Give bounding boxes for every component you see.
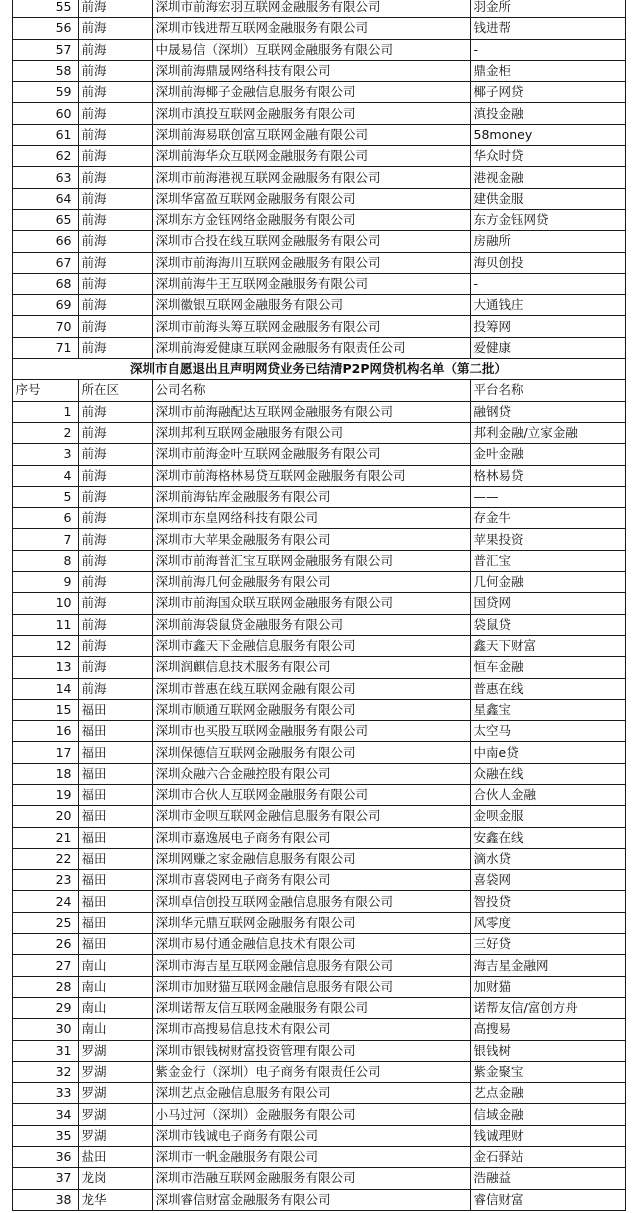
row-company-name: 深圳众融六合金融控股有限公司: [152, 763, 470, 784]
row-company-name: 深圳前海爱健康互联网金融服务有限责任公司: [152, 337, 470, 358]
table-row: [0, 1019, 640, 1040]
row-serial-number: 61: [12, 124, 78, 145]
row-district: 福田: [78, 721, 152, 742]
row-serial-number: 26: [12, 934, 78, 955]
row-platform-name: 房融所: [470, 231, 625, 252]
row-serial-number: 32: [12, 1061, 78, 1082]
row-serial-number: 9: [12, 572, 78, 593]
row-serial-number: 12: [12, 635, 78, 656]
row-serial-number: 21: [12, 827, 78, 848]
row-serial-number: 4: [12, 465, 78, 486]
row-company-name: 深圳市金呗互联网金融信息服务有限公司: [152, 806, 470, 827]
row-company-name: 深圳网赚之家金融信息服务有限公司: [152, 848, 470, 869]
table-row: [0, 934, 640, 955]
table-row: [0, 635, 640, 656]
row-platform-name: 格林易贷: [470, 465, 625, 486]
row-district: 前海: [78, 635, 152, 656]
row-platform-name: 信域金融: [470, 1104, 625, 1125]
row-district: 福田: [78, 848, 152, 869]
row-serial-number: 36: [12, 1147, 78, 1168]
row-company-name: 深圳市前海国众联互联网金融服务有限公司: [152, 593, 470, 614]
row-platform-name: 港视金融: [470, 167, 625, 188]
row-serial-number: 27: [12, 955, 78, 976]
row-serial-number: 35: [12, 1125, 78, 1146]
row-serial-number: 28: [12, 976, 78, 997]
row-company-name: 深圳市合伙人互联网金融服务有限公司: [152, 784, 470, 805]
table-row: [0, 699, 640, 720]
row-company-name: 深圳华富盈互联网金融服务有限公司: [152, 188, 470, 209]
row-serial-number: 1: [12, 401, 78, 422]
section-title-row: [0, 359, 640, 380]
row-district: 福田: [78, 699, 152, 720]
row-district: 前海: [78, 124, 152, 145]
row-district: 前海: [78, 295, 152, 316]
table-row: [0, 806, 640, 827]
table-row: [0, 997, 640, 1018]
second-list-heading: [0, 359, 640, 402]
row-serial-number: 63: [12, 167, 78, 188]
row-platform-name: 东方金钰网贷: [470, 209, 625, 230]
row-district: 前海: [78, 252, 152, 273]
row-platform-name: 苹果投资: [470, 529, 625, 550]
table-row: [0, 572, 640, 593]
row-platform-name: 建供金服: [470, 188, 625, 209]
table-row: [0, 912, 640, 933]
row-company-name: 深圳前海华众互联网金融服务有限公司: [152, 146, 470, 167]
row-company-name: 深圳前海易联创富互联网金融有限公司: [152, 124, 470, 145]
table-row: [0, 18, 640, 39]
row-district: 前海: [78, 146, 152, 167]
row-serial-number: 22: [12, 848, 78, 869]
table-row: [0, 1125, 640, 1146]
row-district: 龙岗: [78, 1168, 152, 1189]
table-row: [0, 231, 640, 252]
row-company-name: 深圳前海牛王互联网金融服务有限公司: [152, 273, 470, 294]
row-platform-name: 众融在线: [470, 763, 625, 784]
row-serial-number: 65: [12, 209, 78, 230]
table-row: [0, 465, 640, 486]
table-row: [0, 848, 640, 869]
row-district: 前海: [78, 444, 152, 465]
row-company-name: 深圳润麒信息技术服务有限公司: [152, 657, 470, 678]
row-platform-name: 普汇宝: [470, 550, 625, 571]
header-company-name: 公司名称: [152, 380, 470, 401]
row-company-name: 深圳市嘉逸展电子商务有限公司: [152, 827, 470, 848]
row-district: 福田: [78, 742, 152, 763]
table-row: [0, 103, 640, 124]
row-platform-name: 喜袋网: [470, 870, 625, 891]
table-row: [0, 316, 640, 337]
row-serial-number: 71: [12, 337, 78, 358]
row-district: 福田: [78, 934, 152, 955]
table-row: [0, 678, 640, 699]
row-district: 前海: [78, 82, 152, 103]
table-row: [0, 1147, 640, 1168]
table-row: [0, 60, 640, 81]
row-serial-number: 5: [12, 486, 78, 507]
row-platform-name: 几何金融: [470, 572, 625, 593]
row-platform-name: 椰子网贷: [470, 82, 625, 103]
table-row: [0, 1083, 640, 1104]
row-platform-name: 金石驿站: [470, 1147, 625, 1168]
row-district: 前海: [78, 60, 152, 81]
header-serial-number: 序号: [12, 380, 78, 401]
row-serial-number: 7: [12, 529, 78, 550]
row-serial-number: 31: [12, 1040, 78, 1061]
row-company-name: 深圳前海椰子金融信息服务有限公司: [152, 82, 470, 103]
row-serial-number: 55: [12, 0, 78, 18]
row-company-name: 深圳市钱诚电子商务有限公司: [152, 1125, 470, 1146]
row-serial-number: 69: [12, 295, 78, 316]
table-row: [0, 273, 640, 294]
row-district: 前海: [78, 316, 152, 337]
row-district: 前海: [78, 167, 152, 188]
row-company-name: 深圳睿信财富金融服务有限公司: [152, 1189, 470, 1210]
row-platform-name: 国贷网: [470, 593, 625, 614]
row-company-name: 深圳市也买股互联网金融服务有限公司: [152, 721, 470, 742]
row-company-name: 深圳市高搜易信息技术有限公司: [152, 1019, 470, 1040]
column-header-row: [0, 380, 640, 401]
row-serial-number: 57: [12, 39, 78, 60]
table-row: [0, 295, 640, 316]
table-row: [0, 827, 640, 848]
table-row: [0, 784, 640, 805]
table-row: [0, 657, 640, 678]
row-platform-name: 普惠在线: [470, 678, 625, 699]
row-serial-number: 10: [12, 593, 78, 614]
row-company-name: 深圳市顺通互联网金融服务有限公司: [152, 699, 470, 720]
row-platform-name: 爱健康: [470, 337, 625, 358]
table-row: [0, 870, 640, 891]
table-row: [0, 742, 640, 763]
row-company-name: 深圳市海吉星互联网金融信息服务有限公司: [152, 955, 470, 976]
row-serial-number: 2: [12, 422, 78, 443]
row-serial-number: 23: [12, 870, 78, 891]
row-serial-number: 58: [12, 60, 78, 81]
row-platform-name: 太空马: [470, 721, 625, 742]
second-list-body: [0, 401, 640, 1210]
row-platform-name: 鼎金柜: [470, 60, 625, 81]
row-district: 前海: [78, 39, 152, 60]
row-district: 前海: [78, 486, 152, 507]
row-serial-number: 62: [12, 146, 78, 167]
row-district: 罗湖: [78, 1061, 152, 1082]
row-company-name: 深圳市东皇网络科技有限公司: [152, 508, 470, 529]
table-row: [0, 508, 640, 529]
row-company-name: 深圳市普惠在线互联网金融有限公司: [152, 678, 470, 699]
row-district: 前海: [78, 209, 152, 230]
row-company-name: 中晟易信（深圳）互联网金融服务有限公司: [152, 39, 470, 60]
row-company-name: 深圳东方金钰网络金融服务有限公司: [152, 209, 470, 230]
row-district: 福田: [78, 827, 152, 848]
row-platform-name: 星鑫宝: [470, 699, 625, 720]
row-platform-name: 邦利金融/立家金融: [470, 422, 625, 443]
table-row: [0, 209, 640, 230]
row-platform-name: 投筹网: [470, 316, 625, 337]
row-platform-name: 浩融益: [470, 1168, 625, 1189]
row-district: 福田: [78, 763, 152, 784]
row-serial-number: 3: [12, 444, 78, 465]
row-district: 罗湖: [78, 1040, 152, 1061]
row-platform-name: 艺点金融: [470, 1083, 625, 1104]
row-platform-name: 滇投金融: [470, 103, 625, 124]
row-serial-number: 64: [12, 188, 78, 209]
table-row: [0, 444, 640, 465]
row-platform-name: 风零度: [470, 912, 625, 933]
row-district: 前海: [78, 188, 152, 209]
row-district: 福田: [78, 784, 152, 805]
row-serial-number: 56: [12, 18, 78, 39]
row-company-name: 深圳前海鼎晟网络科技有限公司: [152, 60, 470, 81]
row-serial-number: 37: [12, 1168, 78, 1189]
table-row: [0, 721, 640, 742]
row-district: 南山: [78, 1019, 152, 1040]
row-district: 盐田: [78, 1147, 152, 1168]
row-company-name: 深圳诺帮友信互联网金融服务有限公司: [152, 997, 470, 1018]
row-district: 南山: [78, 955, 152, 976]
row-company-name: 深圳市易付通金融信息技术有限公司: [152, 934, 470, 955]
table-row: [0, 593, 640, 614]
row-company-name: 深圳市鑫天下金融信息服务有限公司: [152, 635, 470, 656]
table-row: [0, 955, 640, 976]
table-row: [0, 401, 640, 422]
table-row: [0, 422, 640, 443]
row-platform-name: 加财猫: [470, 976, 625, 997]
row-company-name: 深圳市滇投互联网金融服务有限公司: [152, 103, 470, 124]
section-title: 深圳市自愿退出且声明网贷业务已结清P2P网贷机构名单（第二批）: [12, 359, 625, 380]
table-row: [0, 1061, 640, 1082]
row-serial-number: 30: [12, 1019, 78, 1040]
table-row: [0, 763, 640, 784]
row-serial-number: 17: [12, 742, 78, 763]
table-row: [0, 0, 640, 18]
row-district: 前海: [78, 337, 152, 358]
row-district: 前海: [78, 103, 152, 124]
row-platform-name: 滴水贷: [470, 848, 625, 869]
row-platform-name: 恒车金融: [470, 657, 625, 678]
table-row: [0, 614, 640, 635]
table-row: [0, 1104, 640, 1125]
row-platform-name: 融钢贷: [470, 401, 625, 422]
row-company-name: 深圳卓信创投互联网金融信息服务有限公司: [152, 891, 470, 912]
row-district: 福田: [78, 806, 152, 827]
row-platform-name: 鑫天下财富: [470, 635, 625, 656]
row-district: 罗湖: [78, 1104, 152, 1125]
row-serial-number: 34: [12, 1104, 78, 1125]
row-district: 福田: [78, 870, 152, 891]
row-platform-name: 三好贷: [470, 934, 625, 955]
row-serial-number: 38: [12, 1189, 78, 1210]
row-company-name: 深圳市合投在线互联网金融服务有限公司: [152, 231, 470, 252]
row-platform-name: -: [470, 39, 625, 60]
row-platform-name: 钱诚理财: [470, 1125, 625, 1146]
row-platform-name: 海吉星金融网: [470, 955, 625, 976]
row-district: 前海: [78, 657, 152, 678]
table-row: [0, 124, 640, 145]
row-district: 前海: [78, 231, 152, 252]
row-serial-number: 68: [12, 273, 78, 294]
row-platform-name: 智投贷: [470, 891, 625, 912]
row-company-name: 紫金金行（深圳）电子商务有限责任公司: [152, 1061, 470, 1082]
row-serial-number: 14: [12, 678, 78, 699]
header-district: 所在区: [78, 380, 152, 401]
row-serial-number: 24: [12, 891, 78, 912]
row-district: 前海: [78, 18, 152, 39]
row-district: 南山: [78, 997, 152, 1018]
row-platform-name: ——: [470, 486, 625, 507]
row-platform-name: 紫金聚宝: [470, 1061, 625, 1082]
row-district: 前海: [78, 572, 152, 593]
row-platform-name: 中南e贷: [470, 742, 625, 763]
row-company-name: 深圳市加财猫互联网金融信息服务有限公司: [152, 976, 470, 997]
table-row: [0, 82, 640, 103]
table-row: [0, 1168, 640, 1189]
row-company-name: 深圳市大苹果金融服务有限公司: [152, 529, 470, 550]
row-serial-number: 6: [12, 508, 78, 529]
row-company-name: 深圳市浩融互联网金融服务有限公司: [152, 1168, 470, 1189]
row-district: 前海: [78, 0, 152, 18]
row-company-name: 深圳艺点金融信息服务有限公司: [152, 1083, 470, 1104]
row-serial-number: 29: [12, 997, 78, 1018]
row-company-name: 深圳徽银互联网金融服务有限公司: [152, 295, 470, 316]
row-district: 前海: [78, 593, 152, 614]
row-district: 前海: [78, 529, 152, 550]
row-platform-name: 存金牛: [470, 508, 625, 529]
row-company-name: 深圳市前海格林易贷互联网金融服务有限公司: [152, 465, 470, 486]
row-serial-number: 19: [12, 784, 78, 805]
row-district: 前海: [78, 550, 152, 571]
row-district: 前海: [78, 422, 152, 443]
row-company-name: 深圳市前海普汇宝互联网金融服务有限公司: [152, 550, 470, 571]
row-company-name: 深圳保德信互联网金融服务有限公司: [152, 742, 470, 763]
row-company-name: 深圳前海钻库金融服务有限公司: [152, 486, 470, 507]
row-serial-number: 70: [12, 316, 78, 337]
row-platform-name: 羽金所: [470, 0, 625, 18]
row-serial-number: 25: [12, 912, 78, 933]
row-district: 前海: [78, 465, 152, 486]
table-row: [0, 167, 640, 188]
row-company-name: 深圳市一帆金融服务有限公司: [152, 1147, 470, 1168]
row-district: 前海: [78, 508, 152, 529]
row-company-name: 深圳前海袋鼠贷金融服务有限公司: [152, 614, 470, 635]
row-district: 福田: [78, 891, 152, 912]
row-company-name: 深圳邦利互联网金融服务有限公司: [152, 422, 470, 443]
row-platform-name: 大通钱庄: [470, 295, 625, 316]
row-serial-number: 20: [12, 806, 78, 827]
row-district: 福田: [78, 912, 152, 933]
row-platform-name: -: [470, 273, 625, 294]
row-company-name: 深圳市喜袋网电子商务有限公司: [152, 870, 470, 891]
row-company-name: 深圳市前海头筹互联网金融服务有限公司: [152, 316, 470, 337]
row-platform-name: 钱进帮: [470, 18, 625, 39]
table-row: [0, 337, 640, 358]
row-district: 前海: [78, 273, 152, 294]
row-company-name: 小马过河（深圳）金融服务有限公司: [152, 1104, 470, 1125]
row-serial-number: 60: [12, 103, 78, 124]
header-platform-name: 平台名称: [470, 380, 625, 401]
row-serial-number: 59: [12, 82, 78, 103]
row-company-name: 深圳前海几何金融服务有限公司: [152, 572, 470, 593]
row-company-name: 深圳市前海港视互联网金融服务有限公司: [152, 167, 470, 188]
row-platform-name: 高搜易: [470, 1019, 625, 1040]
row-serial-number: 67: [12, 252, 78, 273]
row-company-name: 深圳华元鼎互联网金融服务有限公司: [152, 912, 470, 933]
row-platform-name: 海贝创投: [470, 252, 625, 273]
row-platform-name: 袋鼠贷: [470, 614, 625, 635]
first-list-body: [0, 0, 640, 359]
row-district: 前海: [78, 678, 152, 699]
row-company-name: 深圳市钱进帮互联网金融服务有限公司: [152, 18, 470, 39]
row-serial-number: 33: [12, 1083, 78, 1104]
row-district: 罗湖: [78, 1125, 152, 1146]
row-platform-name: 银钱树: [470, 1040, 625, 1061]
row-platform-name: 金呗金服: [470, 806, 625, 827]
row-platform-name: 睿信财富: [470, 1189, 625, 1210]
row-serial-number: 66: [12, 231, 78, 252]
row-platform-name: 诺帮友信/富创方舟: [470, 997, 625, 1018]
table-row: [0, 486, 640, 507]
table-row: [0, 252, 640, 273]
row-company-name: 深圳市前海融配达互联网金融服务有限公司: [152, 401, 470, 422]
table-row: [0, 976, 640, 997]
row-district: 前海: [78, 614, 152, 635]
row-serial-number: 8: [12, 550, 78, 571]
row-serial-number: 15: [12, 699, 78, 720]
row-district: 前海: [78, 401, 152, 422]
row-platform-name: 58money: [470, 124, 625, 145]
row-serial-number: 11: [12, 614, 78, 635]
row-company-name: 深圳市银钱树财富投资管理有限公司: [152, 1040, 470, 1061]
row-serial-number: 16: [12, 721, 78, 742]
row-serial-number: 13: [12, 657, 78, 678]
row-company-name: 深圳市前海宏羽互联网金融服务有限公司: [152, 0, 470, 18]
table-row: [0, 550, 640, 571]
table-row: [0, 1040, 640, 1061]
table-row: [0, 891, 640, 912]
table-row: [0, 529, 640, 550]
row-platform-name: 金叶金融: [470, 444, 625, 465]
table-row: [0, 1189, 640, 1210]
row-platform-name: 华众时贷: [470, 146, 625, 167]
row-company-name: 深圳市前海海川互联网金融服务有限公司: [152, 252, 470, 273]
row-district: 南山: [78, 976, 152, 997]
row-serial-number: 18: [12, 763, 78, 784]
row-district: 龙华: [78, 1189, 152, 1210]
row-district: 罗湖: [78, 1083, 152, 1104]
row-company-name: 深圳市前海金叶互联网金融服务有限公司: [152, 444, 470, 465]
table-row: [0, 146, 640, 167]
row-platform-name: 安鑫在线: [470, 827, 625, 848]
table-row: [0, 188, 640, 209]
row-platform-name: 合伙人金融: [470, 784, 625, 805]
table-row: [0, 39, 640, 60]
